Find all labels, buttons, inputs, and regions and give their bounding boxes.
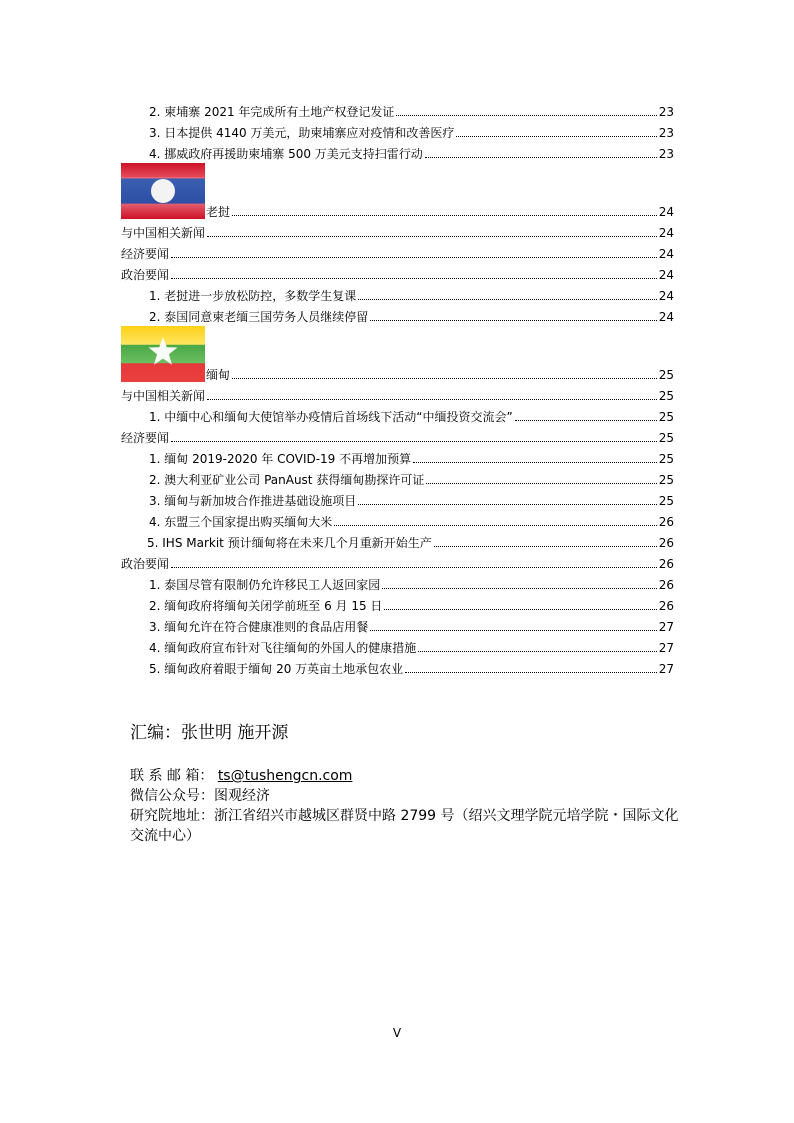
toc-entry-label: 3. 日本提供 4140 万美元，助柬埔寨应对疫情和改善医疗 — [149, 126, 455, 140]
dot-leader — [334, 525, 656, 526]
toc-entry-label: 1. 缅甸 2019-2020 年 COVID-19 不再增加预算 — [149, 452, 412, 466]
toc-entry-page: 25 — [658, 452, 674, 466]
toc-country-myanmar[interactable] — [121, 324, 674, 382]
dot-leader — [384, 609, 656, 610]
dot-leader — [370, 630, 656, 631]
dot-leader — [413, 462, 657, 463]
dot-leader — [418, 651, 656, 652]
dot-leader — [207, 236, 657, 237]
toc-section[interactable] — [121, 219, 674, 240]
toc-entry[interactable] — [121, 655, 674, 676]
toc-section-label: 经济要闻 — [121, 431, 170, 445]
toc-entry[interactable] — [121, 529, 674, 550]
toc-entry-page: 27 — [658, 620, 674, 634]
toc-entry[interactable] — [121, 634, 674, 655]
email-label: 联 系 邮 箱： — [130, 768, 214, 784]
toc-entry-page: 23 — [658, 105, 674, 119]
toc-section-label: 经济要闻 — [121, 247, 170, 261]
dot-leader — [426, 483, 656, 484]
laos-flag-disc — [151, 179, 175, 203]
toc-entry-label: 4. 挪威政府再援助柬埔寨 500 万美元支持扫雷行动 — [149, 147, 423, 161]
dot-leader — [232, 378, 657, 379]
toc-entry-page: 26 — [658, 515, 674, 529]
myanmar-flag-icon — [121, 326, 205, 382]
toc-entry-label: 3. 缅甸允许在符合健康准则的食品店用餐 — [149, 620, 369, 634]
toc-entry-label: 2. 缅甸政府将缅甸关闭学前班至 6 月 15 日 — [149, 599, 383, 613]
dot-leader — [396, 115, 656, 116]
toc-entry-page: 27 — [658, 641, 674, 655]
toc-entry-label: 3. 缅甸与新加坡合作推进基础设施项目 — [149, 494, 357, 508]
toc-entry-page: 24 — [658, 310, 674, 324]
toc-entry-page: 23 — [658, 126, 674, 140]
toc-entry[interactable] — [121, 403, 674, 424]
toc-entry[interactable] — [121, 98, 674, 119]
dot-leader — [515, 420, 657, 421]
toc-entry[interactable] — [121, 487, 674, 508]
dot-leader — [232, 215, 657, 216]
toc-entry[interactable] — [121, 571, 674, 592]
toc-entry-page: 26 — [658, 578, 674, 592]
dot-leader — [171, 257, 657, 258]
toc-entry-page: 25 — [658, 431, 674, 445]
toc-entry[interactable] — [121, 466, 674, 487]
laos-flag-icon — [121, 163, 205, 219]
dot-leader — [358, 299, 656, 300]
toc-section-label: 政治要闻 — [121, 557, 170, 571]
table-of-contents — [121, 98, 674, 676]
toc-country-title: 老挝 — [206, 205, 231, 219]
toc-entry-label: 4. 东盟三个国家提出购买缅甸大米 — [149, 515, 333, 529]
toc-entry-page: 23 — [658, 147, 674, 161]
toc-entry-label: 2. 泰国同意柬老缅三国劳务人员继续停留 — [149, 310, 369, 324]
toc-entry-label: 4. 缅甸政府宣布针对飞往缅甸的外国人的健康措施 — [149, 641, 417, 655]
email-link[interactable]: ts@tushengcn.com — [217, 768, 353, 784]
toc-entry-page: 25 — [658, 368, 674, 382]
toc-section[interactable] — [121, 550, 674, 571]
toc-entry-label: 2. 澳大利亚矿业公司 PanAust 获得缅甸勘探许可证 — [149, 473, 425, 487]
toc-entry-label: 1. 老挝进一步放松防控，多数学生复课 — [149, 289, 357, 303]
toc-country-laos[interactable] — [121, 161, 674, 219]
address-line: 研究院地址：浙江省绍兴市越城区群贤中路 2799 号（绍兴文理学院元培学院・国际文化交流中心） — [130, 808, 679, 844]
email-line — [130, 766, 690, 786]
toc-section-label: 与中国相关新闻 — [121, 389, 206, 403]
dot-leader — [434, 546, 657, 547]
toc-section[interactable] — [121, 382, 674, 403]
toc-entry[interactable] — [121, 592, 674, 613]
dot-leader — [358, 504, 656, 505]
toc-entry[interactable] — [121, 119, 674, 140]
toc-section-label: 政治要闻 — [121, 268, 170, 282]
toc-entry-label: 1. 泰国尽管有限制仍允许移民工人返回家园 — [149, 578, 381, 592]
toc-entry-label: 2. 柬埔寨 2021 年完成所有土地产权登记发证 — [149, 105, 395, 119]
contact-block — [130, 722, 690, 846]
dot-leader — [456, 136, 656, 137]
toc-entry-page: 25 — [658, 410, 674, 424]
toc-entry[interactable] — [121, 445, 674, 466]
dot-leader — [207, 399, 657, 400]
toc-entry-page: 24 — [658, 268, 674, 282]
page-number: V — [392, 1026, 402, 1040]
toc-entry-page: 25 — [658, 473, 674, 487]
toc-entry-page: 27 — [658, 662, 674, 676]
toc-entry-page: 25 — [658, 389, 674, 403]
toc-entry[interactable] — [121, 613, 674, 634]
toc-section[interactable] — [121, 424, 674, 445]
dot-leader — [171, 278, 657, 279]
toc-entry-page: 24 — [658, 289, 674, 303]
star-icon — [147, 336, 179, 368]
toc-entry-page: 26 — [658, 536, 674, 550]
dot-leader — [405, 672, 657, 673]
toc-entry[interactable] — [121, 508, 674, 529]
wechat-line: 微信公众号：图观经济 — [130, 788, 270, 804]
toc-entry-page: 24 — [658, 226, 674, 240]
toc-entry[interactable] — [121, 140, 674, 161]
toc-section-label: 与中国相关新闻 — [121, 226, 206, 240]
dot-leader — [382, 588, 656, 589]
toc-section[interactable] — [121, 261, 674, 282]
toc-entry-page: 24 — [658, 247, 674, 261]
toc-entry-label: 5. 缅甸政府着眼于缅甸 20 万英亩土地承包农业 — [149, 662, 404, 676]
dot-leader — [171, 567, 657, 568]
toc-entry-label: 1. 中缅中心和缅甸大使馆举办疫情后首场线下活动“中缅投资交流会” — [149, 410, 513, 424]
toc-entry-page: 26 — [658, 557, 674, 571]
toc-entry-page: 25 — [658, 494, 674, 508]
toc-entry[interactable] — [121, 303, 674, 324]
dot-leader — [171, 441, 657, 442]
toc-entry-page: 26 — [658, 599, 674, 613]
toc-entry[interactable] — [121, 282, 674, 303]
toc-country-title: 缅甸 — [206, 368, 231, 382]
toc-entry-page: 24 — [658, 205, 674, 219]
dot-leader — [425, 157, 657, 158]
toc-section[interactable] — [121, 240, 674, 261]
dot-leader — [370, 320, 656, 321]
compiler-line: 汇编：张世明 施开源 — [130, 723, 289, 743]
toc-entry-label: 5. IHS Markit 预计缅甸将在未来几个月重新开始生产 — [147, 536, 432, 550]
